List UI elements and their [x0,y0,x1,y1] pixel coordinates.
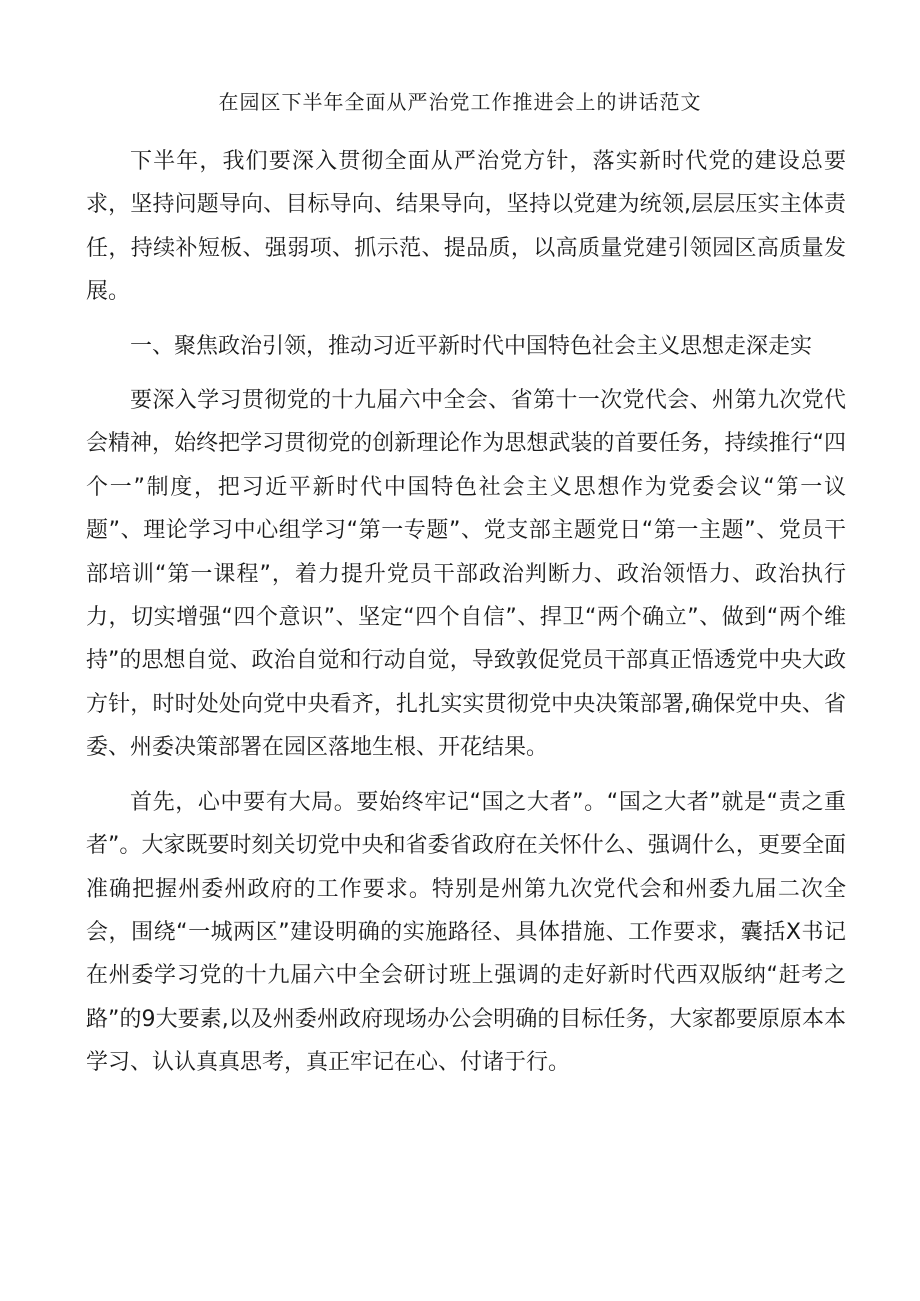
document-body [86,140,846,1085]
section-heading-1: 一、聚焦政治引领，推动习近平新时代中国特色社会主义思想走深走实 [130,333,813,359]
paragraph-study: 要深入学习贯彻党的十九届六中全会、省第十一次党代会、州第九次党代会精神，始终把学习贯彻党的创新理论作为思想武装的首要任务，持续推行“四个一”制度，把习近平新时代中国特色社会主义思想作为党委会议“第一议题”、理论学习中心组学习“第一专题”、党支部主题党日“第一主题”、党员干部培训“第一课程”，着力提升党员干部政治判断力、政治领悟力、政治执行力，切实增强“四个意识”、坚定“四个自信”、捍卫“两个确立”、做到“两个维持”的思想自觉、政治自觉和行动自觉，导致敦促党员干部真正悟透党中央大政方针，时时处处向党中央看齐，扎扎实实贯彻党中央决策部署,确保党中央、省委、州委决策部署在园区落地生根、开花结果。 [86,388,846,761]
paragraph-first-point: 首先，心中要有大局。要始终牢记“国之大者”。“国之大者”就是“责之重者”。大家既要时刻关切党中央和省委省政府在关怀什么、强调什么，更要全面准确把握州委州政府的工作要求。特别是州第九次党代会和州委九届二次全会，围绕“一城两区”建设明确的实施路径、具体措施、工作要求，囊括X书记在州委学习党的十九届六中全会研讨班上强调的走好新时代西双版纳“赶考之路”的9大要素,以及州委州政府现场办公会明确的目标任务，大家都要原原本本学习、认认真真思考，真正牢记在心、付诸于行。 [86,789,846,1076]
paragraph-intro: 下半年，我们要深入贯彻全面从严治党方针，落实新时代党的建设总要求，坚持问题导向、目标导向、结果导向，坚持以党建为统领,层层压实主体责任，持续补短板、强弱项、抓示范、提品质，以高质量党建引领园区高质量发展。 [86,149,846,305]
document-title: 在园区下半年全面从严治党工作推进会上的讲话范文 [218,90,702,114]
